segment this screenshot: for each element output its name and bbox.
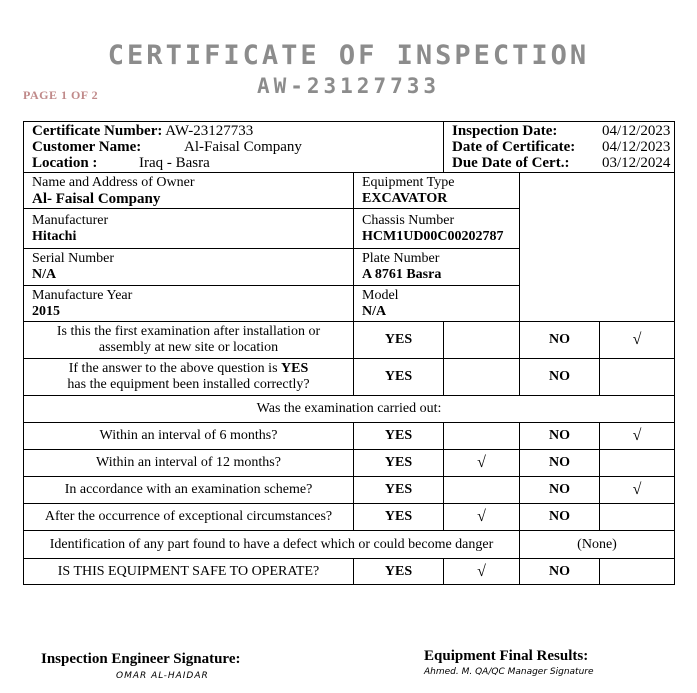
no-label: NO — [520, 322, 600, 359]
yes-check-cell — [444, 423, 520, 450]
inspection-date: 04/12/2023 — [602, 123, 671, 139]
question-text: In accordance with an examination scheme? — [24, 477, 354, 504]
yes-label: YES — [354, 322, 444, 359]
model-value: N/A — [362, 303, 387, 319]
q1-line2: assembly at new site or location — [98, 340, 279, 355]
defect-answer: (None) — [520, 531, 675, 559]
check-mark-icon: √ — [600, 477, 675, 504]
equipment-type-label: Equipment Type — [362, 174, 455, 190]
check-mark-icon: √ — [600, 322, 675, 359]
due-date-label: Due Date of Cert.: — [452, 155, 570, 171]
customer-label: Customer Name: — [32, 139, 142, 155]
question-row — [24, 477, 675, 504]
yes-label: YES — [354, 359, 444, 396]
document-title: CERTIFICATE OF INSPECTION — [107, 40, 590, 71]
yes-label: YES — [354, 504, 444, 531]
manufacturer-cell — [24, 209, 354, 249]
no-label: NO — [520, 359, 600, 396]
header-right — [444, 122, 675, 173]
cert-date: 04/12/2023 — [602, 139, 671, 155]
year-cell — [24, 286, 354, 322]
section-row — [24, 396, 675, 423]
year-value: 2015 — [32, 303, 60, 319]
plate-label: Plate Number — [362, 251, 440, 266]
owner-label: Name and Address of Owner — [32, 174, 195, 190]
year-label: Manufacture Year — [32, 287, 133, 303]
manufacturer-value: Hitachi — [32, 228, 77, 244]
q2-yes-bold: YES — [281, 361, 309, 376]
engineer-signature-label: Inspection Engineer Signature: — [41, 651, 241, 667]
section-heading: Was the examination carried out: — [24, 396, 675, 423]
question-row — [24, 322, 675, 359]
no-label: NO — [520, 477, 600, 504]
plate-cell — [354, 249, 520, 286]
question-row — [24, 531, 675, 559]
chassis-cell — [354, 209, 520, 249]
location: Iraq - Basra — [139, 155, 210, 171]
manufacturer-label: Manufacturer — [32, 212, 109, 228]
field-row — [24, 173, 675, 209]
yes-label: YES — [354, 450, 444, 477]
no-label: NO — [520, 423, 600, 450]
equipment-type-cell — [354, 173, 520, 209]
check-mark-icon: √ — [444, 504, 520, 531]
inspection-table — [23, 121, 675, 585]
question-text: Within an interval of 12 months? — [24, 450, 354, 477]
question-row — [24, 423, 675, 450]
question-text: IS THIS EQUIPMENT SAFE TO OPERATE? — [24, 559, 354, 585]
customer-name: Al-Faisal Company — [184, 139, 302, 155]
no-label: NO — [520, 559, 600, 585]
check-mark-icon: √ — [600, 423, 675, 450]
no-label: NO — [520, 450, 600, 477]
q2-line1: If the answer to the above question is — [68, 361, 282, 376]
check-mark-icon: √ — [444, 450, 520, 477]
location-label: Location : — [32, 155, 98, 171]
question-row — [24, 559, 675, 585]
manager-signature: Ahmed. M. QA/QC Manager Signature — [424, 667, 594, 677]
plate-value: A 8761 Basra — [362, 267, 442, 282]
question-text: Within an interval of 6 months? — [24, 423, 354, 450]
header-row — [24, 122, 675, 173]
equipment-type-value: EXCAVATOR — [362, 190, 448, 206]
certificate-code: AW-23127733 — [256, 74, 441, 98]
yes-label: YES — [354, 559, 444, 585]
yes-check-cell — [444, 322, 520, 359]
serial-cell — [24, 249, 354, 286]
q2-line2: has the equipment been installed correctly? — [67, 377, 310, 392]
cert-date-label: Date of Certificate: — [452, 139, 576, 155]
q1-line1: Is this the first examination after installation or — [56, 324, 321, 339]
yes-label: YES — [354, 477, 444, 504]
no-check-cell — [600, 359, 675, 396]
question-row — [24, 450, 675, 477]
question-row — [24, 504, 675, 531]
no-check-cell — [600, 559, 675, 585]
blank-cell — [520, 173, 675, 322]
question-text: Identification of any part found to have a defect which or could become danger — [24, 531, 520, 559]
model-cell — [354, 286, 520, 322]
model-label: Model — [362, 287, 399, 303]
question-text: After the occurrence of exceptional circumstances? — [24, 504, 354, 531]
inspection-date-label: Inspection Date: — [452, 123, 558, 139]
yes-check-cell — [444, 477, 520, 504]
due-date: 03/12/2024 — [602, 155, 671, 171]
yes-check-cell — [444, 359, 520, 396]
question-row — [24, 359, 675, 396]
cert-number-label: Certificate Number: — [32, 123, 163, 139]
owner-cell — [24, 173, 354, 209]
question-text — [24, 322, 354, 359]
header-left — [24, 122, 444, 173]
serial-label: Serial Number — [32, 251, 115, 266]
page-number: PAGE 1 OF 2 — [23, 88, 99, 102]
cert-number: AW-23127733 — [165, 123, 254, 139]
check-mark-icon: √ — [444, 559, 520, 585]
chassis-value: HCM1UD00C00202787 — [362, 228, 504, 244]
owner-value: Al- Faisal Company — [32, 190, 161, 207]
chassis-label: Chassis Number — [362, 212, 455, 228]
engineer-signature: OMAR AL-HAIDAR — [116, 671, 209, 681]
no-label: NO — [520, 504, 600, 531]
no-check-cell — [600, 450, 675, 477]
yes-label: YES — [354, 423, 444, 450]
final-results-label: Equipment Final Results: — [424, 648, 589, 664]
serial-value: N/A — [32, 267, 57, 282]
question-text — [24, 359, 354, 396]
no-check-cell — [600, 504, 675, 531]
